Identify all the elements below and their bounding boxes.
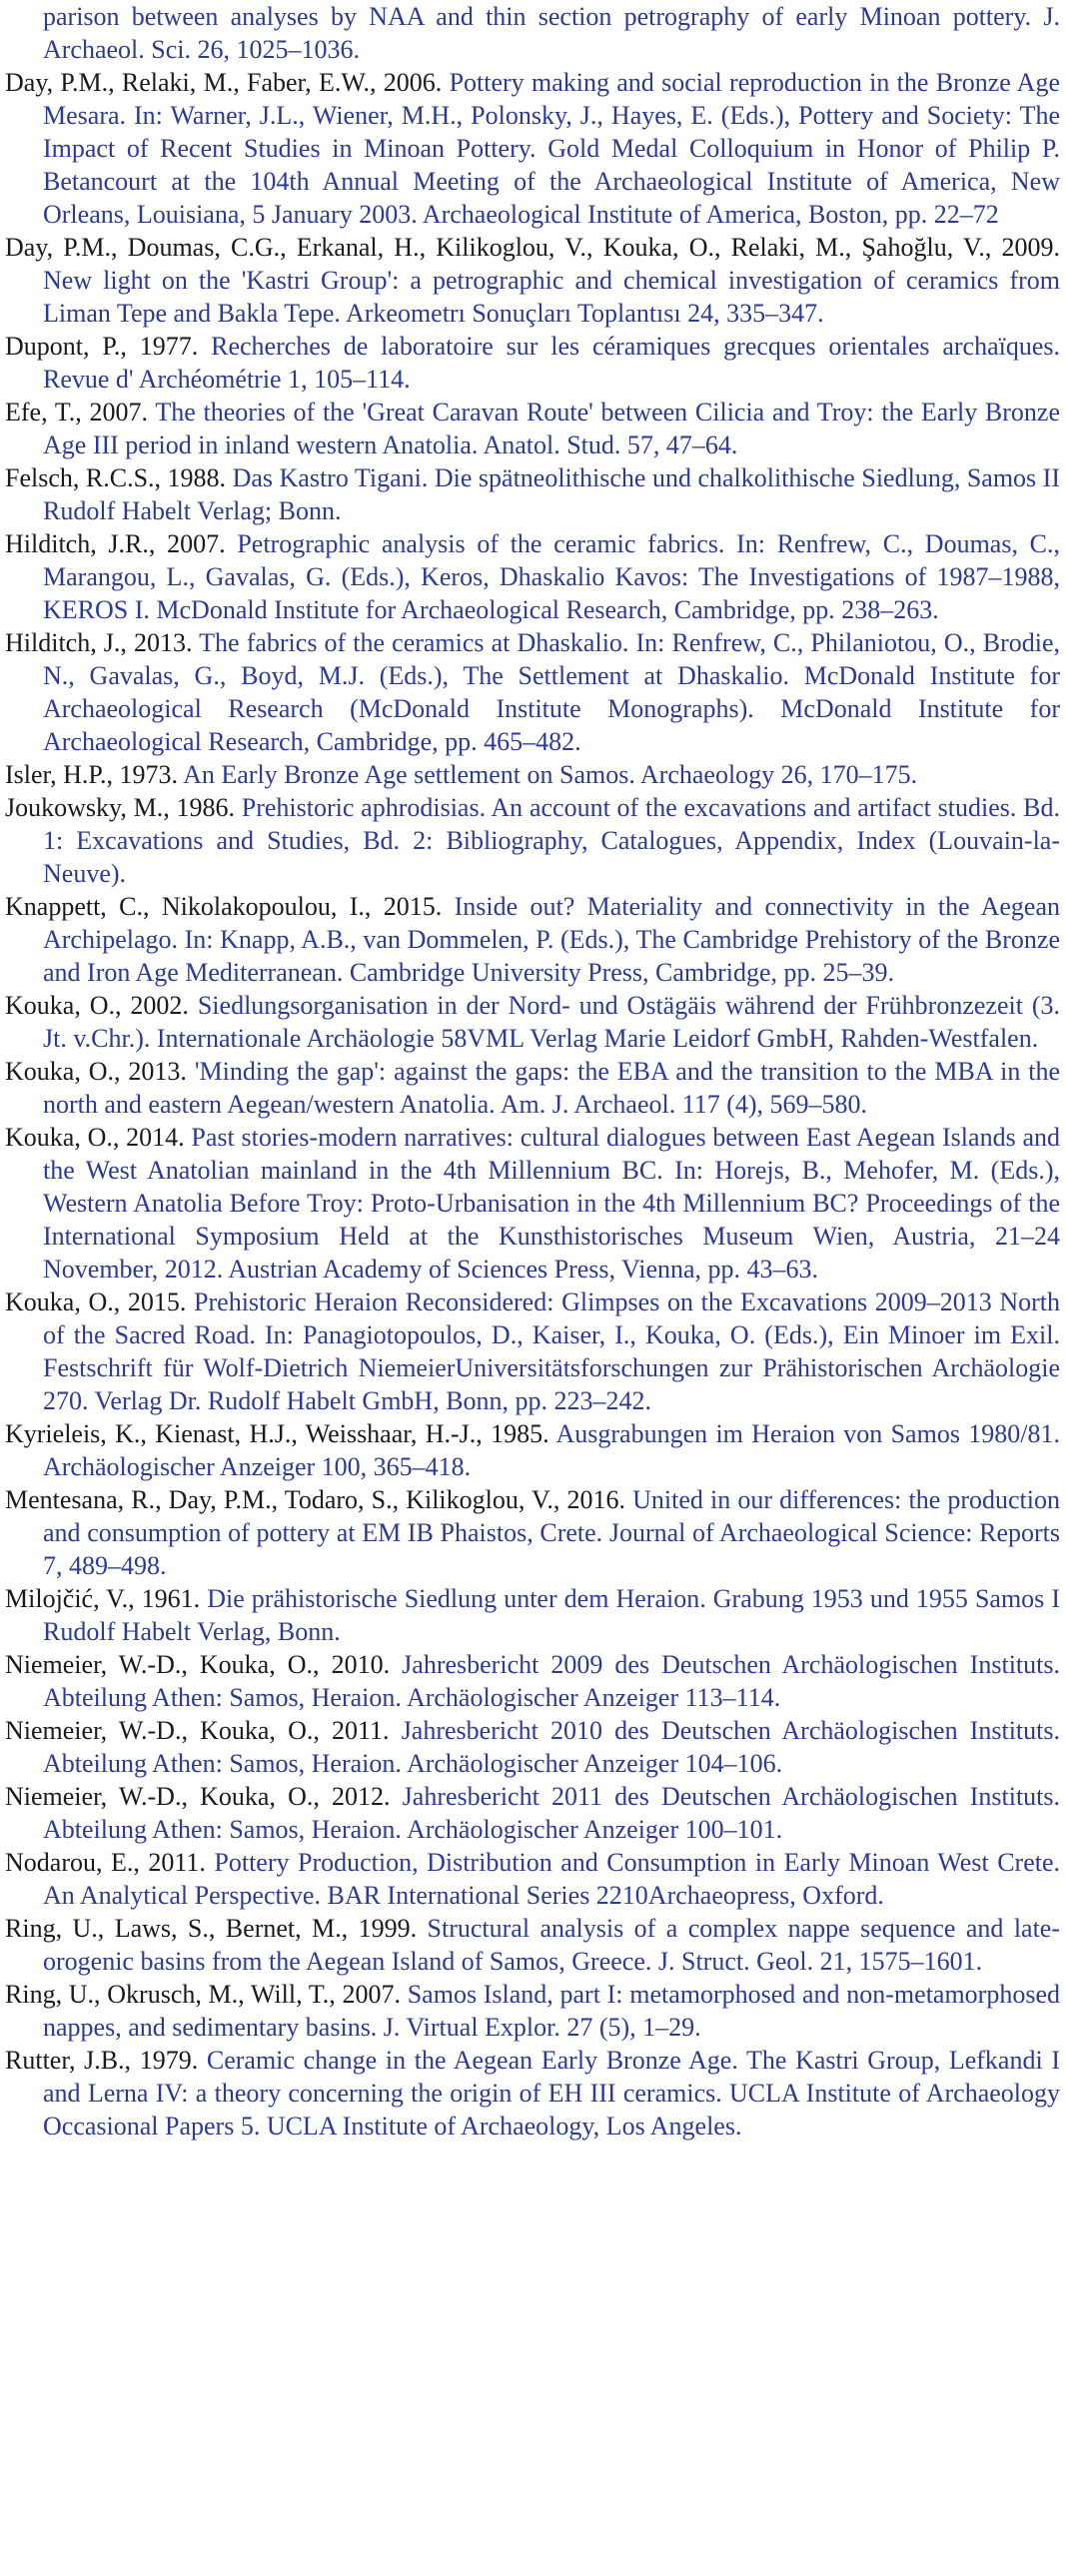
reference-authors: Mentesana, R., Day, P.M., Todaro, S., Kilikoglou, V., 2016. — [5, 1485, 626, 1514]
reference-authors: Niemeier, W.-D., Kouka, O., 2011. — [5, 1716, 390, 1745]
reference-link[interactable]: Ausgrabungen im Heraion von Samos 1980/81. Archäologischer Anzeiger 100, 365–418. — [43, 1419, 1060, 1481]
reference-link[interactable]: Inside out? Materiality and connectivity in the Aegean Archipelago. In: Knapp, A.B., van Dommelen, P. (Eds.), The Cambridge Prehistory of the Bronze and Iron Age Mediterranean. Cambridge University Press, Cambridge, pp. 25–39. — [43, 892, 1060, 987]
reference-entry — [5, 758, 1060, 791]
reference-entry — [5, 0, 1060, 66]
reference-link[interactable]: Ceramic change in the Aegean Early Bronze Age. The Kastri Group, Lefkandi I and Lerna IV: a theory concerning the origin of EH III ceramics. UCLA Institute of Archaeology Occasional Papers 5. UCLA Institute of Archaeology, Los Angeles. — [43, 2046, 1061, 2141]
reference-entry — [5, 1714, 1060, 1780]
reference-link[interactable]: Recherches de laboratoire sur les céramiques grecques orientales archaïques. Revue d' Archéométrie 1, 105–114. — [43, 332, 1060, 394]
reference-entry — [5, 396, 1060, 461]
reference-authors: Niemeier, W.-D., Kouka, O., 2012. — [5, 1782, 391, 1811]
reference-link[interactable]: An Early Bronze Age settlement on Samos. Archaeology 26, 170–175. — [183, 760, 918, 789]
reference-entry — [5, 1286, 1060, 1417]
reference-link[interactable]: Prehistoric Heraion Reconsidered: Glimpses on the Excavations 2009–2013 North of the Sacred Road. In: Panagiotopoulos, D., Kaiser, I., Kouka, O. (Eds.), Ein Minoer im Exil. Festschrift für Wolf-Dietrich NiemeierUniversitätsforschungen zur Prähistorischen Archäologie 270. Verlag Dr. Rudolf Habelt GmbH, Bonn, pp. 223–242. — [43, 1288, 1061, 1415]
reference-entry — [5, 890, 1060, 989]
reference-authors: Day, P.M., Doumas, C.G., Erkanal, H., Kilikoglou, V., Kouka, O., Relaki, M., Şahoğlu, V., 2009. — [5, 233, 1060, 262]
reference-authors: Ring, U., Okrusch, M., Will, T., 2007. — [5, 1980, 401, 2009]
reference-authors: Isler, H.P., 1973. — [5, 760, 179, 789]
reference-link[interactable]: New light on the 'Kastri Group': a petrographic and chemical investigation of ceramics from Liman Tepe and Bakla Tepe. Arkeometrı Sonuçları Toplantısı 24, 335–347. — [43, 266, 1060, 328]
reference-authors: Milojčić, V., 1961. — [5, 1584, 201, 1613]
reference-authors: Felsch, R.C.S., 1988. — [5, 463, 227, 492]
reference-entry — [5, 1978, 1060, 2044]
reference-authors: Hilditch, J.R., 2007. — [5, 529, 226, 558]
reference-entry — [5, 1780, 1060, 1846]
reference-authors: Hilditch, J., 2013. — [5, 628, 193, 657]
reference-authors: Kouka, O., 2014. — [5, 1123, 185, 1152]
reference-entry — [5, 527, 1060, 626]
reference-authors: Joukowsky, M., 1986. — [5, 793, 235, 822]
reference-authors: Knappett, C., Nikolakopoulou, I., 2015. — [5, 892, 443, 921]
reference-authors: Kouka, O., 2013. — [5, 1057, 187, 1086]
reference-link[interactable]: 'Minding the gap': against the gaps: the EBA and the transition to the MBA in the north and eastern Aegean/western Anatolia. Am. J. Archaeol. 117 (4), 569–580. — [43, 1057, 1061, 1119]
reference-link[interactable]: Die prähistorische Siedlung unter dem Heraion. Grabung 1953 und 1955 Samos I Rudolf Habelt Verlag, Bonn. — [43, 1584, 1061, 1646]
reference-link[interactable]: Past stories-modern narratives: cultural dialogues between East Aegean Islands and the West Anatolian mainland in the 4th Millennium BC. In: Horejs, B., Mehofer, M. (Eds.), Western Anatolia Before Troy: Proto-Urbanisation in the 4th Millennium BC? Proceedings of the International Symposium Held at the Kunsthistorisches Museum Wien, Austria, 21–24 November, 2012. Austrian Academy of Sciences Press, Vienna, pp. 43–63. — [43, 1123, 1060, 1284]
reference-link[interactable]: The fabrics of the ceramics at Dhaskalio. In: Renfrew, C., Philaniotou, O., Brodie, N., Gavalas, G., Boyd, M.J. (Eds.), The Settlement at Dhaskalio. McDonald Institute for Archaeological Research (McDonald Institute Monographs). McDonald Institute for Archaeological Research, Cambridge, pp. 465–482. — [43, 628, 1060, 756]
reference-authors: Efe, T., 2007. — [5, 398, 149, 427]
reference-entry — [5, 66, 1060, 231]
reference-link[interactable]: Siedlungsorganisation in der Nord- und Ostägäis während der Frühbronzezeit (3. Jt. v.Chr.). Internationale Archäologie 58VML Verlag Marie Leidorf GmbH, Rahden-Westfalen. — [43, 991, 1061, 1053]
reference-link[interactable]: Pottery making and social reproduction in the Bronze Age Mesara. In: Warner, J.L., Wiener, M.H., Polonsky, J., Hayes, E. (Eds.), Pottery and Society: The Impact of Recent Studies in Minoan Pottery. Gold Medal Colloquium in Honor of Philip P. Betancourt at the 104th Annual Meeting of the Archaeological Institute of America, New Orleans, Louisiana, 5 January 2003. Archaeological Institute of America, Boston, pp. 22–72 — [43, 68, 1060, 229]
reference-link[interactable]: Jahresbericht 2009 des Deutschen Archäologischen Instituts. Abteilung Athen: Samos, Heraion. Archäologischer Anzeiger 113–114. — [43, 1650, 1061, 1712]
reference-authors: Kyrieleis, K., Kienast, H.J., Weisshaar, H.-J., 1985. — [5, 1419, 549, 1448]
reference-entry — [5, 330, 1060, 396]
reference-entry — [5, 1912, 1060, 1978]
reference-authors: Nodarou, E., 2011. — [5, 1848, 206, 1877]
reference-link[interactable]: Jahresbericht 2010 des Deutschen Archäologischen Instituts. Abteilung Athen: Samos, Heraion. Archäologischer Anzeiger 104–106. — [43, 1716, 1061, 1778]
reference-authors: Kouka, O., 2015. — [5, 1288, 187, 1316]
reference-authors: Rutter, J.B., 1979. — [5, 2046, 199, 2075]
reference-entry — [5, 1055, 1060, 1121]
reference-link[interactable]: parison between analyses by NAA and thin section petrography of early Minoan pottery. J. Archaeol. Sci. 26, 1025–1036. — [43, 2, 1060, 64]
reference-authors: Day, P.M., Relaki, M., Faber, E.W., 2006. — [5, 68, 443, 97]
reference-authors: Niemeier, W.-D., Kouka, O., 2010. — [5, 1650, 391, 1679]
reference-entry — [5, 1483, 1060, 1582]
reference-entry — [5, 1417, 1060, 1483]
reference-link[interactable]: The theories of the 'Great Caravan Route' between Cilicia and Troy: the Early Bronze Age III period in inland western Anatolia. Anatol. Stud. 57, 47–64. — [43, 398, 1061, 459]
reference-entry — [5, 1582, 1060, 1648]
reference-link[interactable]: Prehistoric aphrodisias. An account of the excavations and artifact studies. Bd. 1: Excavations and Studies, Bd. 2: Bibliography, Catalogues, Appendix, Index (Louvain-la-Neuve). — [43, 793, 1060, 888]
reference-entry — [5, 2044, 1060, 2143]
reference-entry — [5, 461, 1060, 527]
reference-entry — [5, 791, 1060, 890]
reference-entry — [5, 1648, 1060, 1714]
reference-entry — [5, 231, 1060, 330]
reference-link[interactable]: United in our differences: the production and consumption of pottery at EM IB Phaistos, Crete. Journal of Archaeological Science: Reports 7, 489–498. — [43, 1485, 1060, 1580]
reference-link[interactable]: Structural analysis of a complex nappe sequence and late-orogenic basins from the Aegean Island of Samos, Greece. J. Struct. Geol. 21, 1575–1601. — [43, 1914, 1060, 1976]
reference-entry — [5, 1121, 1060, 1286]
reference-link[interactable]: Jahresbericht 2011 des Deutschen Archäologischen Instituts. Abteilung Athen: Samos, Heraion. Archäologischer Anzeiger 100–101. — [43, 1782, 1061, 1844]
reference-entry — [5, 1846, 1060, 1912]
reference-link[interactable]: Pottery Production, Distribution and Consumption in Early Minoan West Crete. An Analytical Perspective. BAR International Series 2210Archaeopress, Oxford. — [43, 1848, 1060, 1910]
reference-entry — [5, 626, 1060, 758]
reference-link[interactable]: Das Kastro Tigani. Die spätneolithische und chalkolithische Siedlung, Samos II Rudolf Habelt Verlag; Bonn. — [43, 463, 1060, 525]
reference-authors: Kouka, O., 2002. — [5, 991, 189, 1020]
reference-link[interactable]: Petrographic analysis of the ceramic fabrics. In: Renfrew, C., Doumas, C., Marangou, L., Gavalas, G. (Eds.), Keros, Dhaskalio Kavos: The Investigations of 1987–1988, KEROS I. McDonald Institute for Archaeological Research, Cambridge, pp. 238–263. — [43, 529, 1060, 624]
reference-authors: Dupont, P., 1977. — [5, 332, 199, 361]
reference-entry — [5, 989, 1060, 1055]
reference-authors: Ring, U., Laws, S., Bernet, M., 1999. — [5, 1914, 418, 1943]
reference-link[interactable]: Samos Island, part I: metamorphosed and non-metamorphosed nappes, and sedimentary basins. J. Virtual Explor. 27 (5), 1–29. — [43, 1980, 1060, 2042]
